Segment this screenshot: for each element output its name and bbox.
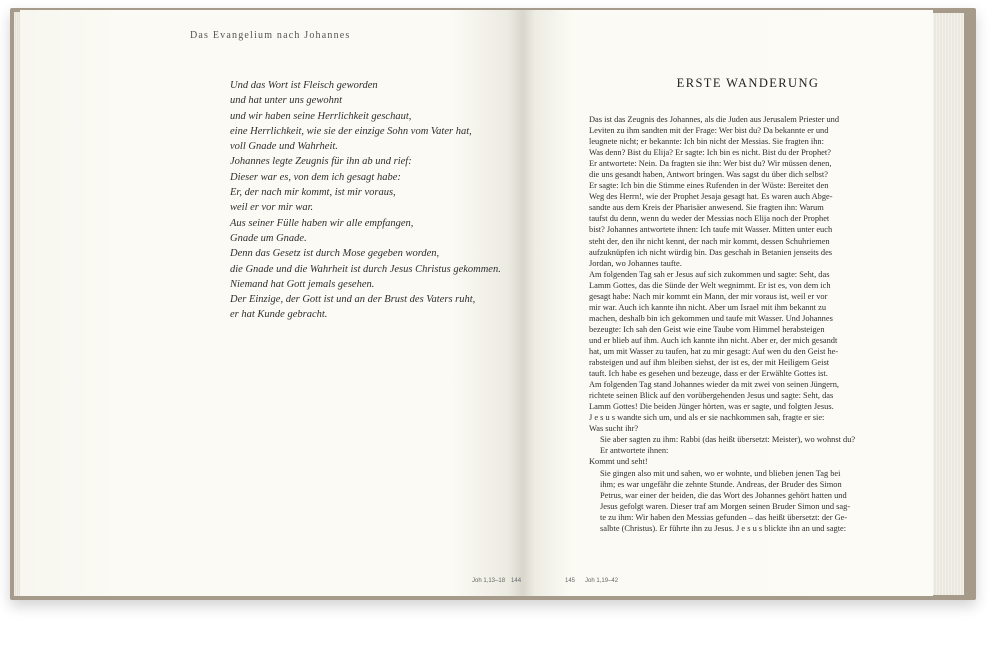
left-page — [20, 10, 523, 596]
body-line: Leviten zu ihm sandten mit der Frage: Wer bist du? Da bekannte er und — [589, 126, 829, 136]
body-line: Am folgenden Tag stand Johannes wieder da mit zwei von seinen Jüngern, — [589, 380, 839, 390]
body-line: Jordan, wo Johannes taufte. — [589, 258, 682, 268]
body-line: Er sagte: Ich bin die Stimme eines Rufenden in der Wüste: Bereitet den — [589, 181, 829, 191]
body-line: Sie gingen also mit und sahen, wo er wohnte, und blieben jenen Tag bei — [600, 468, 841, 478]
body-line: Jesus gefolgt waren. Dieser traf am Morgen seinen Bruder Simon und sag- — [600, 501, 851, 511]
body-line: machen, deshalb bin ich gekommen und taufe mit Wasser. Und Johannes — [589, 313, 833, 323]
body-line: Weg des Herrn!, wie der Prophet Jesaja gesagt hat. Es waren auch Abge- — [589, 192, 833, 202]
body-line: Am folgenden Tag sah er Jesus auf sich zukommen und sagte: Seht, das — [589, 269, 830, 279]
body-line: Kommt und seht! — [589, 457, 648, 467]
body-line: ihm; es war ungefähr die zehnte Stunde. Andreas, der Bruder des Simon — [600, 479, 842, 489]
body-line: Lamm Gottes, das die Sünde der Welt wegnimmt. Er ist es, von dem ich — [589, 280, 831, 290]
verse-line: voll Gnade und Wahrheit. — [230, 141, 338, 153]
body-line: Was sucht ihr? — [589, 424, 639, 434]
page-number: 144 — [511, 578, 522, 584]
verse-line: eine Herrlichkeit, wie sie der einzige Sohn vom Vater hat, — [230, 125, 472, 137]
right-page-edges — [930, 13, 964, 595]
body-line: Er antwortete ihnen: — [600, 446, 669, 456]
body-line: leugnete nicht; er bekannte: Ich bin nicht der Messias. Sie fragten ihn: — [589, 137, 824, 147]
body-line: Was denn? Bist du Elija? Er sagte: Ich bin es nicht. Bist du der Prophet? — [589, 148, 831, 158]
footer-reference: Joh 1,19–42 — [585, 578, 619, 584]
body-line: gesagt habe: Nach mir kommt ein Mann, der mir voraus ist, weil er vor — [589, 291, 828, 301]
body-line: richtete seinen Blick auf den vorübergehenden Jesus und sagte: Seht, das — [589, 391, 834, 401]
body-line: aufzuknüpfen ich nicht würdig bin. Das geschah in Betanien jenseits des — [589, 247, 833, 257]
body-line: Das ist das Zeugnis des Johannes, als die Juden aus Jerusalem Priester und — [589, 115, 840, 124]
right-page — [523, 10, 933, 596]
verse-line: Gnade um Gnade. — [230, 232, 307, 244]
verse-line: und wir haben seine Herrlichkeit geschaut, — [230, 110, 412, 122]
body-line: salbte (Christus). Er führte ihn zu Jesus. J e s u s blickte ihn an und sagte: — [600, 523, 847, 533]
verse-line: weil er vor mir war. — [230, 202, 314, 214]
verse-line: Und das Wort ist Fleisch geworden — [230, 80, 378, 91]
body-line: rabsteigen und auf ihm bleiben siehst, der ist es, der mit Heiligem Geist — [589, 358, 830, 368]
verse-line: er hat Kunde gebracht. — [230, 309, 328, 321]
body-line: sandte aus dem Kreis der Pharisäer anwesend. Sie fragten ihn: Warum — [589, 203, 824, 213]
verse-line: Der Einzige, der Gott ist und an der Brust des Vaters ruht, — [230, 294, 476, 306]
body-line: und er blieb auf ihm. Auch ich kannte ihn nicht. Aber er, der mich gesandt — [589, 335, 838, 345]
verse-line: Denn das Gesetz ist durch Mose gegeben worden, — [230, 248, 440, 260]
verse-line: Niemand hat Gott jemals gesehen. — [230, 278, 375, 290]
right-page-footer — [565, 578, 618, 584]
chapter-title: ERSTE WANDERUNG — [676, 76, 820, 90]
verse-line: Aus seiner Fülle haben wir alle empfangen, — [230, 217, 414, 229]
body-line: bezeugte: Ich sah den Geist wie eine Taube vom Himmel herabsteigen — [589, 324, 825, 334]
body-line: taufst du denn, wenn du weder der Messias noch Elija noch der Prophet — [589, 214, 830, 224]
verse-line: Dieser war es, von dem ich gesagt habe: — [230, 171, 401, 183]
verse-line: und hat unter uns gewohnt — [230, 95, 342, 107]
verse-line: die Gnade und die Wahrheit ist durch Jesus Christus gekommen. — [230, 263, 501, 275]
body-line: tauft. Ich habe es gesehen und bezeuge, dass er der Erwählte Gottes ist. — [589, 369, 828, 379]
body-line: J e s u s wandte sich um, und als er sie nachkommen sah, fragte er sie: — [589, 413, 825, 423]
left-page-footer — [472, 578, 521, 584]
body-text — [589, 114, 909, 534]
body-line: Petrus, war einer der beiden, die das Wort des Johannes gehört hatten und — [600, 490, 847, 500]
body-line: te zu ihm: Wir haben den Messias gefunden – das heißt übersetzt: der Ge- — [600, 512, 848, 522]
verse-line: Er, der nach mir kommt, ist mir voraus, — [230, 187, 396, 199]
footer-reference: Joh 1,13–18 — [472, 578, 506, 584]
body-line: die uns gesandt haben, Antwort bringen. Was sagst du über dich selbst? — [589, 170, 828, 180]
body-line: Sie aber sagten zu ihm: Rabbi (das heißt übersetzt: Meister), wo wohnst du? — [600, 435, 856, 445]
body-line: Er antwortete: Nein. Da fragten sie ihn: Wer bist du? Wir müssen denen, — [589, 159, 832, 169]
page-number: 145 — [565, 578, 576, 584]
body-line: mir war. Auch ich kannte ihn nicht. Aber um Israel mit ihm bekannt zu — [589, 302, 827, 312]
body-line: steht der, den ihr nicht kennt, der nach mir kommt, dessen Schuhriemen — [589, 236, 830, 246]
verse-line: Johannes legte Zeugnis für ihn ab und rief: — [230, 156, 412, 168]
body-line: hat, um mit Wasser zu taufen, hat zu mir gesagt: Auf wen du den Geist he- — [589, 346, 839, 356]
verse-block — [230, 78, 523, 323]
body-line: bist? Johannes antwortete ihnen: Ich taufe mit Wasser. Mitten unter euch — [589, 225, 833, 235]
body-line: Lamm Gottes! Die beiden Jünger hörten, was er sagte, und folgten Jesus. — [589, 402, 834, 412]
running-head: Das Evangelium nach Johannes — [190, 30, 351, 41]
